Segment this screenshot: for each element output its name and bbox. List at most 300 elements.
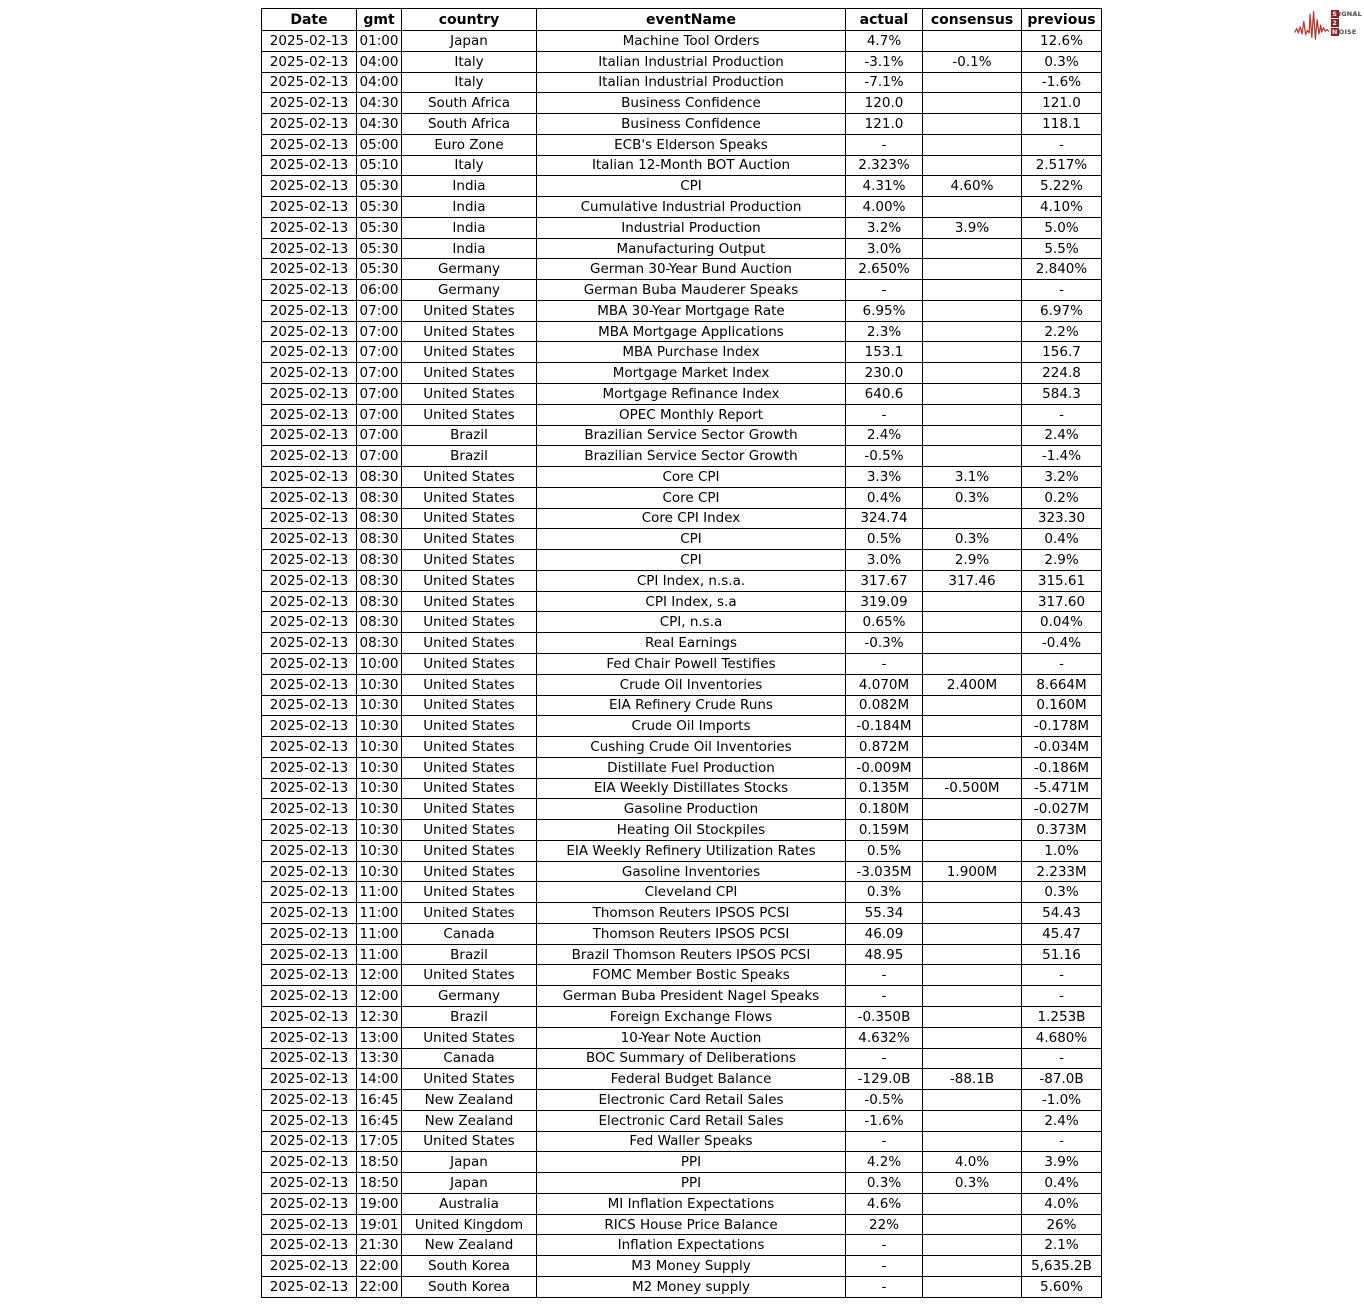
cell-country: Euro Zone [402,134,537,155]
cell-actual: -0.5% [846,446,923,467]
cell-gmt: 11:00 [357,903,402,924]
cell-country: South Korea [402,1276,537,1297]
cell-previous: 2.4% [1022,425,1102,446]
cell-eventname: Inflation Expectations [537,1235,846,1256]
table-row [262,923,1102,944]
cell-actual: 317.67 [846,570,923,591]
cell-actual: 640.6 [846,384,923,405]
cell-actual: 120.0 [846,93,923,114]
cell-eventname: Italian Industrial Production [537,72,846,93]
cell-country: South Africa [402,93,537,114]
cell-actual: 153.1 [846,342,923,363]
cell-gmt: 10:30 [357,695,402,716]
cell-previous: 2.840% [1022,259,1102,280]
logo-word-oise: OISE [1338,28,1357,36]
cell-previous: 118.1 [1022,114,1102,135]
cell-date: 2025-02-13 [262,944,357,965]
cell-previous: 4.0% [1022,1193,1102,1214]
cell-eventname: German Buba Mauderer Speaks [537,280,846,301]
table-row [262,1027,1102,1048]
cell-gmt: 10:30 [357,861,402,882]
cell-eventname: Brazilian Service Sector Growth [537,446,846,467]
cell-country: United States [402,1069,537,1090]
table-row [262,321,1102,342]
cell-date: 2025-02-13 [262,1069,357,1090]
cell-consensus: 0.3% [923,487,1022,508]
cell-gmt: 17:05 [357,1131,402,1152]
table-row [262,384,1102,405]
waveform-icon [1294,6,1330,44]
cell-date: 2025-02-13 [262,93,357,114]
table-row [262,342,1102,363]
cell-actual: -0.3% [846,633,923,654]
cell-previous: - [1022,986,1102,1007]
cell-actual: 319.09 [846,591,923,612]
cell-country: United States [402,695,537,716]
cell-date: 2025-02-13 [262,31,357,52]
cell-previous: 5.0% [1022,217,1102,238]
cell-consensus [923,633,1022,654]
cell-consensus [923,446,1022,467]
cell-consensus [923,1090,1022,1111]
cell-eventname: CPI [537,176,846,197]
cell-eventname: Electronic Card Retail Sales [537,1090,846,1111]
cell-date: 2025-02-13 [262,695,357,716]
cell-actual: 46.09 [846,923,923,944]
table-row [262,155,1102,176]
cell-date: 2025-02-13 [262,840,357,861]
cell-date: 2025-02-13 [262,384,357,405]
column-header-actual: actual [846,9,923,31]
cell-eventname: MI Inflation Expectations [537,1193,846,1214]
table-row [262,861,1102,882]
table-row [262,633,1102,654]
table-row [262,674,1102,695]
cell-eventname: Federal Budget Balance [537,1069,846,1090]
cell-actual: 6.95% [846,300,923,321]
cell-country: United States [402,840,537,861]
cell-actual: - [846,965,923,986]
cell-consensus [923,923,1022,944]
cell-consensus [923,799,1022,820]
table-row [262,1256,1102,1277]
cell-date: 2025-02-13 [262,176,357,197]
table-row [262,1006,1102,1027]
cell-previous: 0.373M [1022,820,1102,841]
cell-actual: 22% [846,1214,923,1235]
economic-calendar-table-container [261,8,1102,1298]
cell-previous: 2.4% [1022,1110,1102,1131]
cell-consensus: 3.1% [923,467,1022,488]
cell-country: United States [402,508,537,529]
header-row [262,9,1102,31]
table-row [262,300,1102,321]
cell-eventname: CPI [537,550,846,571]
cell-eventname: Brazilian Service Sector Growth [537,425,846,446]
cell-eventname: Business Confidence [537,93,846,114]
table-row [262,757,1102,778]
cell-date: 2025-02-13 [262,1027,357,1048]
cell-country: United States [402,799,537,820]
cell-eventname: Electronic Card Retail Sales [537,1110,846,1131]
cell-country: United States [402,570,537,591]
table-row [262,1069,1102,1090]
cell-previous: 584.3 [1022,384,1102,405]
cell-consensus: 2.400M [923,674,1022,695]
cell-previous: -0.034M [1022,737,1102,758]
cell-gmt: 08:30 [357,508,402,529]
cell-country: United States [402,550,537,571]
cell-eventname: MBA Mortgage Applications [537,321,846,342]
cell-country: India [402,217,537,238]
cell-previous: -0.186M [1022,757,1102,778]
cell-previous: 6.97% [1022,300,1102,321]
cell-actual: -0.350B [846,1006,923,1027]
cell-date: 2025-02-13 [262,114,357,135]
cell-gmt: 07:00 [357,446,402,467]
cell-eventname: German 30-Year Bund Auction [537,259,846,280]
cell-date: 2025-02-13 [262,1048,357,1069]
cell-previous: - [1022,404,1102,425]
cell-consensus [923,944,1022,965]
cell-consensus [923,114,1022,135]
cell-country: United States [402,674,537,695]
cell-country: United States [402,1027,537,1048]
cell-country: Italy [402,155,537,176]
cell-gmt: 10:30 [357,840,402,861]
cell-eventname: EIA Weekly Distillates Stocks [537,778,846,799]
table-row [262,259,1102,280]
table-row [262,716,1102,737]
cell-country: Australia [402,1193,537,1214]
cell-country: United States [402,653,537,674]
cell-country: Italy [402,72,537,93]
cell-country: United States [402,467,537,488]
cell-previous: 2.233M [1022,861,1102,882]
cell-consensus [923,93,1022,114]
cell-consensus [923,1006,1022,1027]
cell-eventname: Cushing Crude Oil Inventories [537,737,846,758]
cell-previous: 5.22% [1022,176,1102,197]
cell-consensus: 2.9% [923,550,1022,571]
logo-word-ignal: IGNAL [1338,10,1362,18]
cell-consensus [923,134,1022,155]
cell-previous: 5.5% [1022,238,1102,259]
cell-country: Japan [402,1152,537,1173]
cell-eventname: Core CPI [537,467,846,488]
cell-consensus [923,882,1022,903]
table-row [262,31,1102,52]
table-row [262,1048,1102,1069]
cell-previous: 12.6% [1022,31,1102,52]
cell-country: Brazil [402,1006,537,1027]
cell-consensus [923,1048,1022,1069]
cell-actual: 0.180M [846,799,923,820]
cell-country: United States [402,300,537,321]
cell-date: 2025-02-13 [262,238,357,259]
cell-eventname: Mortgage Refinance Index [537,384,846,405]
cell-eventname: PPI [537,1152,846,1173]
cell-date: 2025-02-13 [262,446,357,467]
cell-consensus [923,280,1022,301]
cell-consensus [923,1276,1022,1297]
cell-consensus [923,716,1022,737]
cell-previous: - [1022,965,1102,986]
cell-country: United States [402,903,537,924]
cell-gmt: 18:50 [357,1152,402,1173]
cell-country: United States [402,591,537,612]
cell-eventname: Italian 12-Month BOT Auction [537,155,846,176]
logo-line-signal [1331,10,1362,18]
table-row [262,467,1102,488]
cell-country: United States [402,612,537,633]
table-row [262,591,1102,612]
cell-gmt: 10:30 [357,716,402,737]
cell-previous: 3.2% [1022,467,1102,488]
cell-gmt: 14:00 [357,1069,402,1090]
column-header-previous: previous [1022,9,1102,31]
cell-gmt: 19:01 [357,1214,402,1235]
cell-gmt: 13:30 [357,1048,402,1069]
cell-gmt: 05:00 [357,134,402,155]
cell-actual: - [846,134,923,155]
cell-country: United States [402,716,537,737]
cell-eventname: PPI [537,1173,846,1194]
cell-gmt: 05:30 [357,176,402,197]
cell-country: United States [402,529,537,550]
cell-actual: 0.082M [846,695,923,716]
cell-country: Italy [402,51,537,72]
column-header-gmt: gmt [357,9,402,31]
cell-eventname: M3 Money Supply [537,1256,846,1277]
cell-previous: -0.4% [1022,633,1102,654]
cell-consensus [923,321,1022,342]
cell-eventname: Heating Oil Stockpiles [537,820,846,841]
cell-date: 2025-02-13 [262,342,357,363]
table-row [262,217,1102,238]
table-row [262,965,1102,986]
cell-previous: -1.6% [1022,72,1102,93]
cell-eventname: 10-Year Note Auction [537,1027,846,1048]
cell-consensus [923,300,1022,321]
cell-country: United States [402,757,537,778]
cell-eventname: CPI [537,529,846,550]
cell-country: United States [402,965,537,986]
cell-country: United States [402,820,537,841]
cell-eventname: MBA 30-Year Mortgage Rate [537,300,846,321]
signal2noise-logo [1294,4,1362,46]
logo-line-2 [1331,19,1362,27]
cell-previous: 4.680% [1022,1027,1102,1048]
cell-gmt: 10:30 [357,820,402,841]
cell-gmt: 08:30 [357,612,402,633]
table-row [262,1193,1102,1214]
cell-previous: - [1022,1131,1102,1152]
cell-gmt: 08:30 [357,633,402,654]
cell-actual: 4.2% [846,1152,923,1173]
cell-actual: -0.009M [846,757,923,778]
cell-date: 2025-02-13 [262,861,357,882]
cell-eventname: EIA Refinery Crude Runs [537,695,846,716]
cell-previous: 317.60 [1022,591,1102,612]
cell-gmt: 22:00 [357,1276,402,1297]
cell-gmt: 07:00 [357,321,402,342]
cell-consensus [923,238,1022,259]
cell-date: 2025-02-13 [262,487,357,508]
table-row [262,51,1102,72]
cell-date: 2025-02-13 [262,529,357,550]
cell-previous: - [1022,653,1102,674]
cell-previous: 315.61 [1022,570,1102,591]
cell-actual: 230.0 [846,363,923,384]
cell-actual: 0.65% [846,612,923,633]
cell-gmt: 08:30 [357,570,402,591]
cell-eventname: Gasoline Production [537,799,846,820]
table-row [262,404,1102,425]
cell-consensus: 317.46 [923,570,1022,591]
cell-date: 2025-02-13 [262,1131,357,1152]
cell-previous: - [1022,280,1102,301]
cell-gmt: 05:30 [357,197,402,218]
cell-gmt: 08:30 [357,467,402,488]
cell-gmt: 12:00 [357,986,402,1007]
table-row [262,986,1102,1007]
cell-actual: 48.95 [846,944,923,965]
cell-date: 2025-02-13 [262,1276,357,1297]
cell-gmt: 10:30 [357,757,402,778]
cell-gmt: 10:30 [357,674,402,695]
cell-consensus [923,695,1022,716]
cell-consensus [923,259,1022,280]
cell-consensus [923,1193,1022,1214]
table-row [262,695,1102,716]
cell-gmt: 22:00 [357,1256,402,1277]
cell-date: 2025-02-13 [262,1235,357,1256]
table-row [262,72,1102,93]
cell-date: 2025-02-13 [262,259,357,280]
cell-date: 2025-02-13 [262,550,357,571]
cell-previous: 0.3% [1022,51,1102,72]
cell-actual: 3.2% [846,217,923,238]
cell-previous: 2.1% [1022,1235,1102,1256]
table-row [262,446,1102,467]
cell-eventname: Cleveland CPI [537,882,846,903]
cell-actual: -0.184M [846,716,923,737]
cell-date: 2025-02-13 [262,1006,357,1027]
cell-actual: 0.3% [846,882,923,903]
cell-eventname: Real Earnings [537,633,846,654]
cell-consensus [923,986,1022,1007]
cell-actual: 4.632% [846,1027,923,1048]
cell-date: 2025-02-13 [262,757,357,778]
cell-eventname: CPI Index, n.s.a. [537,570,846,591]
table-row [262,197,1102,218]
logo-letter-s: S [1332,10,1337,18]
cell-previous: 3.9% [1022,1152,1102,1173]
cell-gmt: 07:00 [357,300,402,321]
cell-country: South Africa [402,114,537,135]
cell-previous: -0.027M [1022,799,1102,820]
cell-previous: 51.16 [1022,944,1102,965]
cell-date: 2025-02-13 [262,197,357,218]
column-header-consensus: consensus [923,9,1022,31]
cell-consensus [923,404,1022,425]
cell-date: 2025-02-13 [262,882,357,903]
economic-calendar-table [261,8,1102,1298]
cell-date: 2025-02-13 [262,903,357,924]
cell-eventname: MBA Purchase Index [537,342,846,363]
cell-gmt: 07:00 [357,425,402,446]
cell-gmt: 07:00 [357,404,402,425]
cell-previous: 26% [1022,1214,1102,1235]
cell-date: 2025-02-13 [262,674,357,695]
cell-actual: - [846,1048,923,1069]
cell-date: 2025-02-13 [262,51,357,72]
cell-previous: 0.3% [1022,882,1102,903]
cell-date: 2025-02-13 [262,363,357,384]
cell-gmt: 08:30 [357,529,402,550]
table-row [262,550,1102,571]
cell-actual: 0.159M [846,820,923,841]
cell-eventname: Industrial Production [537,217,846,238]
cell-previous: 2.2% [1022,321,1102,342]
table-row [262,1173,1102,1194]
logo-line-noise [1331,28,1362,36]
cell-eventname: RICS House Price Balance [537,1214,846,1235]
cell-actual: 4.7% [846,31,923,52]
cell-country: India [402,197,537,218]
cell-gmt: 10:30 [357,799,402,820]
cell-country: United States [402,363,537,384]
cell-country: Canada [402,923,537,944]
cell-previous: -1.4% [1022,446,1102,467]
cell-gmt: 08:30 [357,550,402,571]
cell-country: India [402,176,537,197]
cell-previous: 0.4% [1022,1173,1102,1194]
cell-consensus [923,425,1022,446]
cell-country: United Kingdom [402,1214,537,1235]
cell-actual: 4.070M [846,674,923,695]
table-row [262,487,1102,508]
cell-date: 2025-02-13 [262,591,357,612]
cell-gmt: 11:00 [357,882,402,903]
cell-date: 2025-02-13 [262,820,357,841]
cell-gmt: 07:00 [357,363,402,384]
cell-eventname: Cumulative Industrial Production [537,197,846,218]
cell-consensus: 3.9% [923,217,1022,238]
cell-actual: 4.31% [846,176,923,197]
cell-consensus [923,591,1022,612]
cell-eventname: Core CPI Index [537,508,846,529]
table-row [262,134,1102,155]
cell-actual: 0.5% [846,529,923,550]
cell-eventname: Mortgage Market Index [537,363,846,384]
cell-country: United States [402,404,537,425]
cell-eventname: Manufacturing Output [537,238,846,259]
cell-country: India [402,238,537,259]
cell-gmt: 11:00 [357,923,402,944]
cell-date: 2025-02-13 [262,217,357,238]
cell-eventname: German Buba President Nagel Speaks [537,986,846,1007]
table-row [262,508,1102,529]
cell-date: 2025-02-13 [262,155,357,176]
cell-previous: 4.10% [1022,197,1102,218]
cell-actual: 4.00% [846,197,923,218]
cell-country: Brazil [402,425,537,446]
cell-actual: 121.0 [846,114,923,135]
table-row [262,425,1102,446]
table-row [262,1152,1102,1173]
